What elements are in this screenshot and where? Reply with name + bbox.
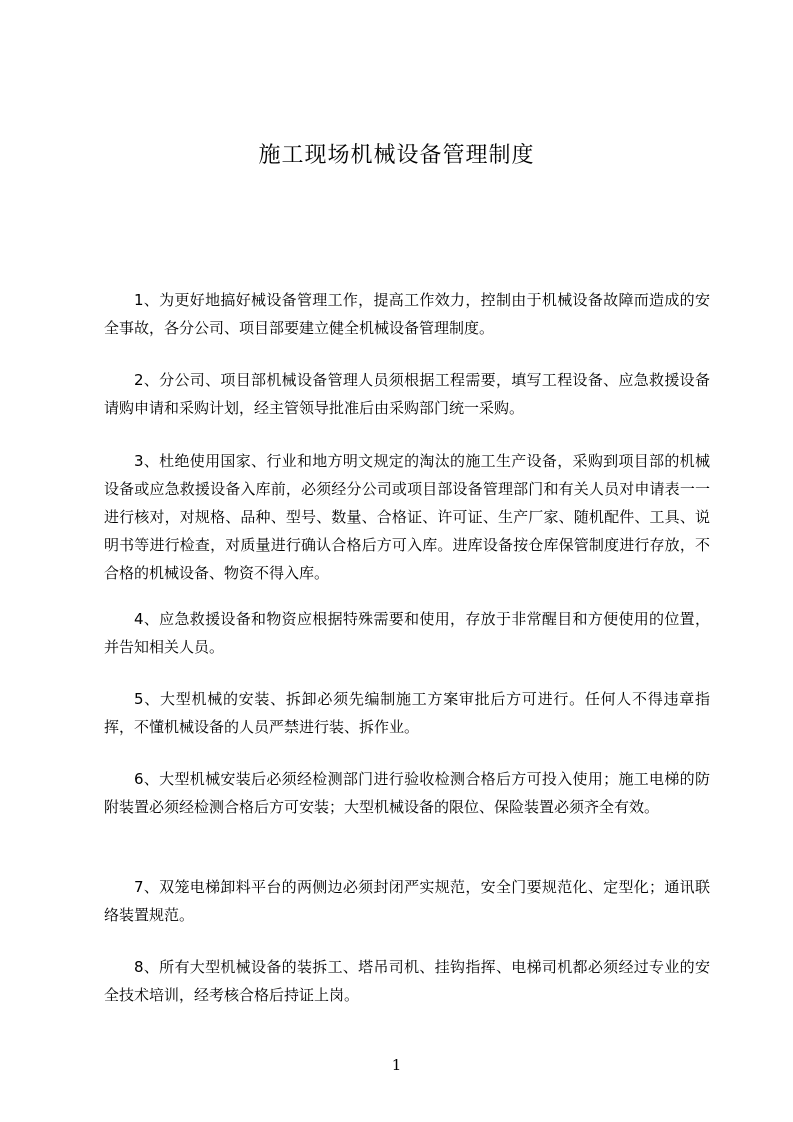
paragraph-7: 7、双笼电梯卸料平台的两侧边必须封闭严实规范，安全门要规范化、定型化；通讯联络装置规范。 [104,878,710,924]
paragraph-5: 5、大型机械的安装、拆卸必须先编制施工方案审批后方可进行。任何人不得违章指挥，不懂机械设备的人员严禁进行装、拆作业。 [104,690,710,736]
paragraph-8: 8、所有大型机械设备的装拆工、塔吊司机、挂钩指挥、电梯司机都必须经过专业的安全技术培训，经考核合格后持证上岗。 [104,958,710,1004]
page-number: 1 [391,1056,402,1074]
paragraph-3: 3、杜绝使用国家、行业和地方明文规定的淘汰的施工生产设备，采购到项目部的机械设备或应急救援设备入库前，必须经分公司或项目部设备管理部门和有关人员对申请表一一进行核对，对规格、品种、型号、数量、合格证、许可证、生产厂家、随机配件、工具、说明书等进行检查，对质量进行确认合格后方可入库。进库设备按仓库保管制度进行存放，不合格的机械设备、物资不得入库。 [104,452,710,582]
paragraph-2: 2、分公司、项目部机械设备管理人员须根据工程需要，填写工程设备、应急救援设备请购申请和采购计划，经主管领导批准后由采购部门统一采购。 [104,371,710,417]
paragraph-1: 1、为更好地搞好械设备管理工作，提高工作效力，控制由于机械设备故障而造成的安全事故，各分公司、项目部要建立健全机械设备管理制度。 [104,291,710,337]
paragraph-4: 4、应急救援设备和物资应根据特殊需要和使用，存放于非常醒目和方便使用的位置，并告知相关人员。 [104,610,710,656]
paragraph-6: 6、大型机械安装后必须经检测部门进行验收检测合格后方可投入使用；施工电梯的防附装置必须经检测合格后方可安装；大型机械设备的限位、保险装置必须齐全有效。 [104,770,710,816]
document-title: 施工现场机械设备管理制度 [258,143,535,168]
